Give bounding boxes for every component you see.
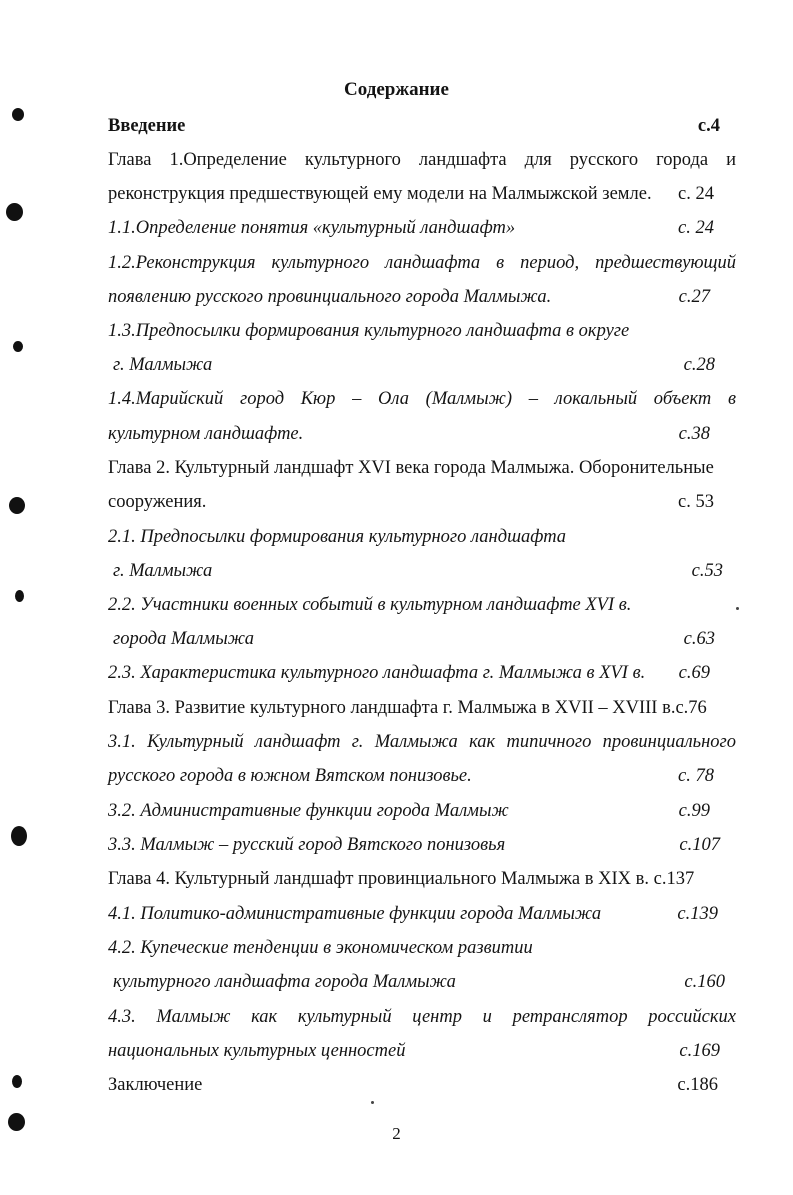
toc-entry-text: культурного ландшафта города Малмыжа (113, 972, 456, 992)
toc-entry-text: 3.1. Культурный ландшафт г. Малмыжа как типичного провинциального (108, 732, 736, 752)
binder-hole-mark (9, 497, 25, 514)
toc-entry-page: с.107 (679, 835, 720, 855)
toc-entry (108, 729, 736, 755)
toc-entry (108, 626, 741, 652)
toc-entry-text: Глава 2. Культурный ландшафт XVI века города Малмыжа. Оборонительные (108, 458, 714, 478)
toc-entry (108, 352, 741, 378)
toc-entry-text: 2.2. Участники военных событий в культурном ландшафте XVI в. (108, 595, 632, 615)
toc-entry-text: 2.1. Предпосылки формирования культурного ландшафта (108, 527, 567, 547)
toc-title: Содержание (344, 79, 449, 100)
toc-entry (108, 147, 736, 173)
scan-speck (736, 607, 739, 610)
toc-entry (108, 763, 736, 789)
toc-entry-text: 1.1.Определение понятия «культурный ландшафт» (108, 218, 516, 238)
toc-entry-page: с.99 (678, 801, 710, 821)
toc-entry-text: Заключение (108, 1075, 203, 1095)
toc-entry-text: 1.3.Предпосылки формирования культурного ландшафта в округе (108, 321, 630, 341)
toc-entry (108, 1038, 736, 1064)
toc-entry-text: города Малмыжа (113, 629, 254, 649)
binder-hole-mark (13, 341, 23, 352)
binder-hole-mark (6, 203, 23, 221)
toc-entry (108, 421, 736, 447)
toc-entry-text: г. Малмыжа (113, 561, 213, 581)
toc-entry-text: русского города в южном Вятском понизовье. (108, 766, 472, 786)
toc-entry-text: Глава 3. Развитие культурного ландшафта г. Малмыжа в XVII – XVIII в.с.76 (108, 698, 707, 718)
toc-entry-page: с.4 (697, 116, 720, 136)
toc-entry-text: 1.4.Марийский город Кюр – Ола (Малмыж) – локальный объект в (108, 389, 736, 409)
toc-entry-text: 3.2. Административные функции города Малмыж (108, 801, 509, 821)
scan-speck (371, 1101, 374, 1104)
toc-entry-text: Введение (108, 116, 186, 136)
toc-entry (108, 181, 736, 207)
toc-entry-page: с.53 (691, 561, 723, 581)
toc-entry-page: с.69 (678, 663, 710, 683)
page-number: 2 (392, 1124, 401, 1143)
toc-entry-page: с.28 (683, 355, 715, 375)
toc-entry-text: 2.3. Характеристика культурного ландшафта г. Малмыжа в XVI в. (108, 663, 646, 683)
toc-entry-page: с.169 (679, 1041, 720, 1061)
toc-entry-text: национальных культурных ценностей (108, 1041, 406, 1061)
toc-entry (108, 798, 736, 824)
binder-hole-mark (15, 590, 24, 602)
binder-hole-mark (11, 826, 27, 846)
toc-entry (108, 901, 736, 927)
binder-hole-mark (12, 108, 24, 121)
toc-entry (108, 1072, 736, 1098)
toc-entry-text: реконструкция предшествующей ему модели на Малмыжской земле. (108, 184, 652, 204)
toc-entry-page: с. 78 (678, 766, 714, 786)
toc-entry (108, 1004, 736, 1030)
toc-entry-page: с.27 (678, 287, 710, 307)
toc-entry (108, 113, 736, 139)
toc-entry-text: 4.1. Политико-административные функции города Малмыжа (108, 904, 602, 924)
toc-entry-text: сооружения. (108, 492, 207, 512)
toc-entry (108, 524, 736, 550)
toc-entry-text: появлению русского провинциального города Малмыжа. (108, 287, 552, 307)
toc-entry-page: с.139 (677, 904, 718, 924)
toc-entry (108, 558, 741, 584)
toc-entry (108, 284, 736, 310)
toc-entry (108, 215, 736, 241)
toc-entry-page: с.38 (678, 424, 710, 444)
toc-entry-page: с.160 (684, 972, 725, 992)
toc-entry (108, 455, 736, 481)
toc-entry-text: 1.2.Реконструкция культурного ландшафта в период, предшествующий (108, 253, 736, 273)
toc-entry-text: г. Малмыжа (113, 355, 213, 375)
toc-entry (108, 935, 736, 961)
toc-entry (108, 969, 741, 995)
toc-entry (108, 386, 736, 412)
binder-hole-mark (12, 1075, 22, 1088)
toc-entry-text: 4.3. Малмыж как культурный центр и ретранслятор российских (108, 1007, 736, 1027)
toc-entry (108, 832, 736, 858)
toc-entry-page: с.186 (677, 1075, 718, 1095)
toc-entry-text: 3.3. Малмыж – русский город Вятского понизовья (108, 835, 506, 855)
toc-entry-page: с. 24 (678, 218, 714, 238)
toc-entry (108, 660, 736, 686)
toc-entry (108, 866, 736, 892)
toc-entry-text: Глава 1.Определение культурного ландшафта для русского города и (108, 150, 736, 170)
toc-entry-text: 4.2. Купеческие тенденции в экономическом развитии (108, 938, 533, 958)
toc-entry (108, 250, 736, 276)
toc-entry (108, 695, 736, 721)
toc-entry (108, 318, 736, 344)
toc-entry-page: с.63 (683, 629, 715, 649)
toc-entry (108, 592, 736, 618)
toc-entry-page: с. 53 (678, 492, 714, 512)
toc-entry-text: культурном ландшафте. (108, 424, 304, 444)
toc-entry-text: Глава 4. Культурный ландшафт провинциального Малмыжа в XIX в. с.137 (108, 869, 695, 889)
toc-entry-page: с. 24 (678, 184, 714, 204)
toc-entry (108, 489, 736, 515)
